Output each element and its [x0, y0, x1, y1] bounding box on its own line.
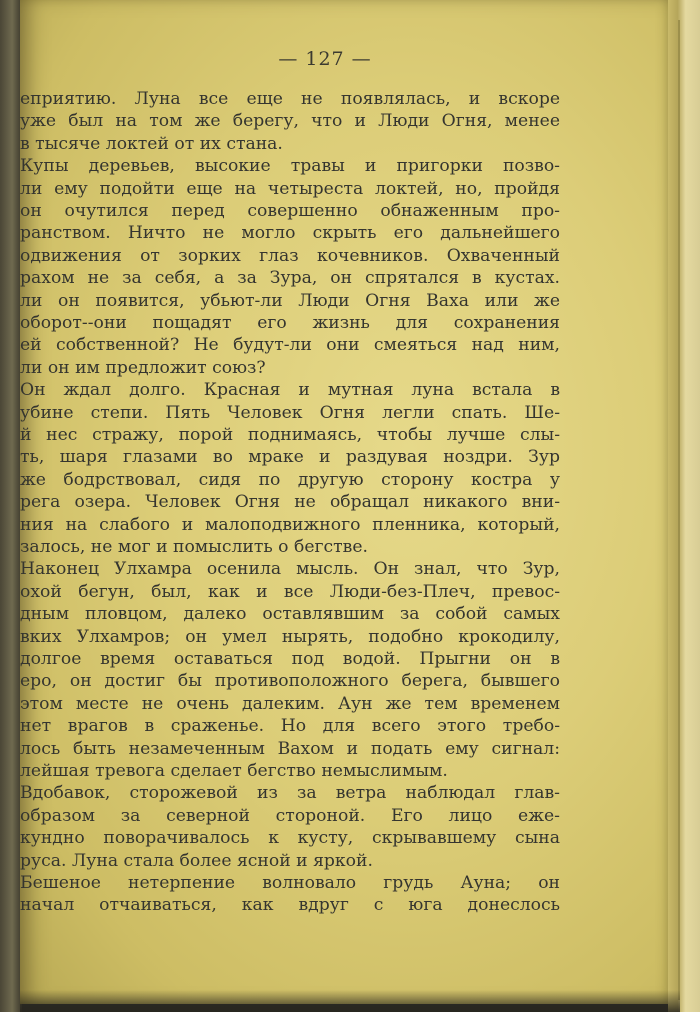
- text-line: Бешеное нетерпение волновало грудь Ауна; он: [20, 873, 560, 893]
- text-line: лейшая тревога сделает бегство немыслимым.: [20, 761, 448, 781]
- text-line: ть, шаря глазами во мраке и раздувая ноздри. Зур: [20, 447, 560, 468]
- text-line: руса. Луна стала более ясной и яркой.: [20, 850, 373, 871]
- book-spine: [0, 0, 22, 1012]
- text-line: в тысяче локтей от их стана.: [20, 133, 283, 154]
- text-line: одвижения от зорких глаз кочевников. Охваченный: [20, 245, 560, 266]
- text-line: ли он появится, убьют-ли Люди Огня Ваха или же: [20, 290, 560, 311]
- text-line: рахом не за себя, а за Зура, он спрятался в кустах.: [20, 268, 560, 289]
- text-line: вких Улхамров; он умел нырять, подобно крокодилу,: [20, 626, 560, 647]
- book-page: [20, 0, 668, 1004]
- text-line: ли он им предложит союз?: [20, 357, 266, 378]
- text-line: он очутился перед совершенно обнаженным про-: [20, 201, 560, 221]
- text-line: долгое время оставаться под водой. Прыгни он в: [20, 649, 560, 669]
- text-line: Он ждал долго. Красная и мутная луна встала в: [20, 380, 560, 401]
- text-line: й нес стражу, порой поднимаясь, чтобы лучше слы-: [20, 425, 560, 445]
- bottom-shadow: [20, 990, 680, 1012]
- page-edge-line: [678, 20, 680, 1000]
- text-line: уже был на том же берегу, что и Люди Огня, менее: [20, 111, 560, 132]
- text-line: кундно поворачивалось к кусту, скрывавшему сына: [20, 828, 560, 849]
- text-line: Вдобавок, сторожевой из за ветра наблюдал глав-: [20, 783, 560, 804]
- page-number: — 127 —: [278, 48, 372, 70]
- text-line: Купы деревьев, высокие травы и пригорки позво-: [20, 156, 560, 177]
- text-line: еро, он достиг бы противоположного берега, бывшего: [20, 671, 560, 692]
- text-line: убине степи. Пять Человек Огня легли спать. Ше-: [20, 402, 560, 423]
- text-line: оборот--они пощадят его жизнь для сохранения: [20, 313, 560, 333]
- text-line: лось быть незамеченным Вахом и подать ему сигнал:: [20, 738, 560, 759]
- text-line: этом месте не очень далеким. Аун же тем временем: [20, 693, 560, 714]
- text-line: рега озера. Человек Огня не обращал никакого вни-: [20, 492, 560, 513]
- page-stack-edge: [668, 0, 700, 1012]
- text-line: ли ему подойти еще на четыреста локтей, но, пройдя: [20, 178, 560, 199]
- text-line: же бодрствовал, сидя по другую сторону костра у: [20, 469, 560, 490]
- text-line: ранством. Ничто не могло скрыть его дальнейшего: [20, 223, 560, 244]
- text-line: дным пловцом, далеко оставлявшим за собой самых: [20, 604, 560, 625]
- text-line: образом за северной стороной. Его лицо еже-: [20, 805, 560, 826]
- text-line: Наконец Улхамра осенила мысль. Он знал, что Зур,: [20, 559, 560, 580]
- text-line: ния на слабого и малоподвижного пленника, который,: [20, 514, 560, 535]
- text-line: залось, не мог и помыслить о бегстве.: [20, 537, 368, 557]
- text-line: начал отчаиваться, как вдруг с юга донеслось: [20, 895, 560, 916]
- text-line: еприятию. Луна все еще не появлялась, и вскоре: [20, 89, 560, 109]
- text-line: нет врагов в сраженье. Но для всего этого требо-: [20, 716, 560, 737]
- text-line: ей собственной? Не будут-ли они смеяться над ним,: [20, 335, 560, 356]
- text-line: охой бегун, был, как и все Люди-без-Плеч, превос-: [20, 581, 560, 602]
